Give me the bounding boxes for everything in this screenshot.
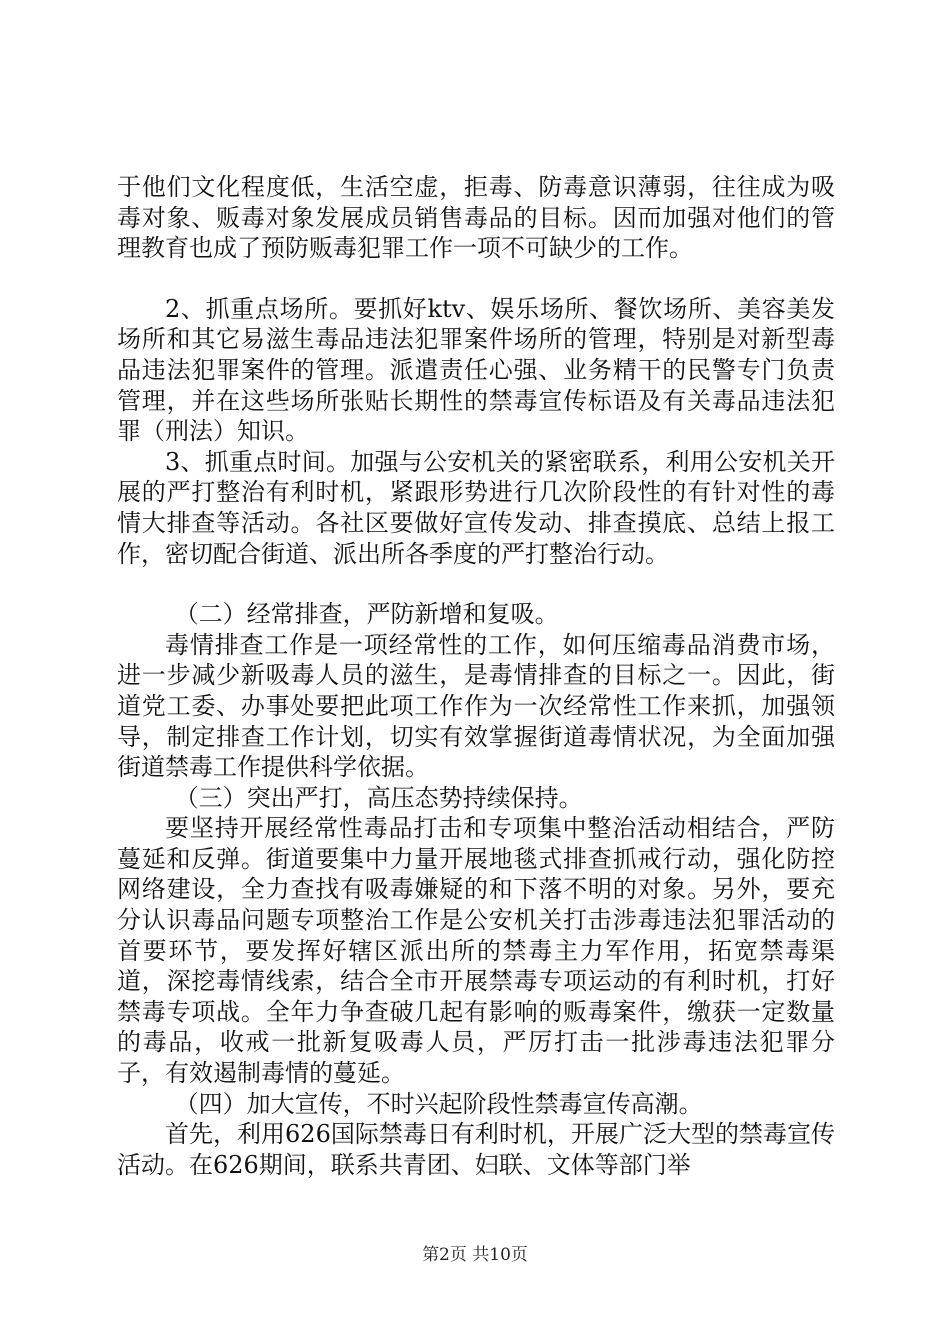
section-heading-4: （四）加大宣传，不时兴起阶段性禁毒宣传高潮。: [174, 1089, 703, 1118]
paragraph-key-periods: 3、抓重点时间。加强与公安机关的紧密联系，利用公安机关开展的严打整治有利时机，紧跟形势进行几次阶段性的有针对性的毒情大排查等活动。各社区要做好宣传发动、排查摸底、总结上报工作，密切配合街道、派出所各季度的严打整治行动。: [117, 447, 835, 568]
section-heading-3: （三）突出严打，高压态势持续保持。: [174, 783, 583, 812]
paragraph-crackdown: 要坚持开展经常性毒品打击和专项集中整治活动相结合，严防蔓延和反弹。街道要集中力量开展地毯式排查抓戒行动，强化防控网络建设，全力查找有吸毒嫌疑的和下落不明的对象。另外，要充分认识毒品问题专项整治工作是公安机关打击涉毒违法犯罪活动的首要环节，要发挥好辖区派出所的禁毒主力军作用，拓宽禁毒渠道，深挖毒情线索，结合全市开展禁毒专项运动的有利时机，打好禁毒专项战。全年力争查破几起有影响的贩毒案件，缴获一定数量的毒品，收戒一批新复吸毒人员，严厉打击一批涉毒违法犯罪分子，有效遏制毒情的蔓延。: [117, 814, 835, 1088]
section-heading-2: （二）经常排查，严防新增和复吸。: [174, 600, 559, 629]
paragraph-continuation: 于他们文化程度低，生活空虚，拒毒、防毒意识薄弱，往往成为吸毒对象、贩毒对象发展成员销售毒品的目标。因而加强对他们的管理教育也成了预防贩毒犯罪工作一项不可缺少的工作。: [117, 173, 835, 263]
paragraph-key-venues: 2、抓重点场所。要抓好ktv、娱乐场所、餐饮场所、美容美发场所和其它易滋生毒品违法犯罪案件场所的管理，特别是对新型毒品违法犯罪案件的管理。派遣责任心强、业务精干的民警专门负责管理，并在这些场所张贴长期性的禁毒宣传标语及有关毒品违法犯罪（刑法）知识。: [117, 294, 835, 446]
paragraph-publicity: 首先，利用626国际禁毒日有利时机，开展广泛大型的禁毒宣传活动。在626期间，联系共青团、妇联、文体等部门举: [117, 1120, 835, 1179]
body-text: [117, 172, 835, 1180]
paragraph-routine-checks: 毒情排查工作是一项经常性的工作，如何压缩毒品消费市场，进一步减少新吸毒人员的滋生，是毒情排查的目标之一。因此，街道党工委、办事处要把此项工作作为一次经常性工作来抓，加强领导，制定排查工作计划，切实有效掌握街道毒情状况，为全面加强街道禁毒工作提供科学依据。: [117, 630, 835, 782]
page-number-footer: 第2页 共10页: [422, 1245, 528, 1265]
